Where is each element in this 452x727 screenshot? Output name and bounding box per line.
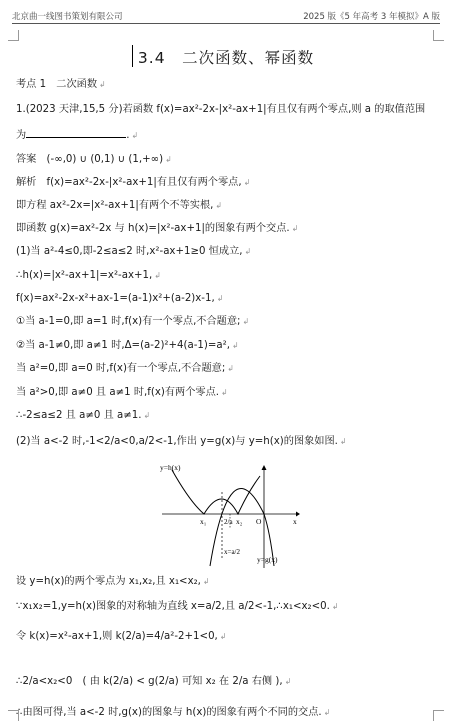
curve-h [172, 470, 260, 514]
solution-line: 即函数 g(x)=ax²-2x 与 h(x)=|x²-ax+1|的图象有两个交点. ↲ [16, 223, 299, 234]
solution-line: 即方程 ax²-2x=|x²-ax+1|有两个不等实根, ↲ [16, 200, 223, 211]
solution-line: ∴h(x)=|x²-ax+1|=x²-ax+1, ↲ [16, 270, 161, 281]
label-y-g: y=g(x) [257, 555, 278, 564]
answer-blank[interactable] [26, 127, 126, 138]
label-y-h: y=h(x) [160, 463, 181, 472]
after-line: 设 y=h(x)的两个零点为 x₁,x₂,且 x₁<x₂, ↲ [16, 576, 210, 587]
solution-line: (1)当 a²-4≤0,即-2≤a≤2 时,x²-ax+1≥0 恒成立, ↲ [16, 246, 252, 257]
after-line: ∴由图可得,当 a<-2 时,g(x)的图象与 h(x)的图象有两个不同的交点. ↲ [16, 707, 331, 718]
solution-line: ∴-2≤a≤2 且 a≠0 且 a≠1. ↲ [16, 410, 151, 421]
after-line: ∵x₁x₂=1,y=h(x)图象的对称轴为直线 x=a/2,且 a/2<-1,∴x₁<x₂<0. ↲ [16, 601, 339, 612]
solution-line: f(x)=ax²-2x-x²+ax-1=(a-1)x²+(a-2)x-1, ↲ [16, 293, 224, 304]
solution-line: 当 a²>0,即 a≠0 且 a≠1 时,f(x)有两个零点. ↲ [16, 387, 228, 398]
problem-line-1: 1.(2023 天津,15,5 分)若函数 f(x)=ax²-2x-|x²-ax+1|有且仅有两个零点,则 a 的取值范围 [16, 104, 426, 115]
label-x2: x₂ [236, 517, 243, 526]
crop-mark-top-right [433, 30, 444, 41]
label-x1: x₁ [200, 517, 207, 526]
label-symmetry: x=a/2 [224, 548, 240, 556]
section-heading: 考点 1 二次函数 ↲ [16, 79, 106, 90]
x-axis-arrow [296, 512, 300, 517]
solution-line: 解析 f(x)=ax²-2x-|x²-ax+1|有且仅有两个零点, ↲ [16, 177, 251, 188]
after-line: 令 k(x)=x²-ax+1,则 k(2/a)=4/a²-2+1<0, ↲ [16, 631, 227, 642]
function-graph [160, 462, 300, 570]
solution-line: ①当 a-1=0,即 a=1 时,f(x)有一个零点,不合题意; ↲ [16, 316, 250, 327]
crop-mark-top-left [8, 30, 19, 41]
label-2-over-a: 2/a [224, 518, 233, 526]
problem-line-2: 为 . ↲ [16, 127, 138, 143]
label-x-axis: x [293, 517, 297, 526]
label-origin: O [256, 517, 262, 526]
solution-line: (2)当 a<-2 时,-1<2/a<0,a/2<-1,作出 y=g(x)与 y=h(x)的图象如图. ↲ [16, 436, 347, 447]
answer-line: 答案 (-∞,0) ∪ (0,1) ∪ (1,+∞) ↲ [16, 154, 172, 165]
y-axis-arrow [262, 465, 267, 470]
page-title: 3.4 二次函数、幂函数 [137, 49, 315, 67]
solution-line: 当 a²=0,即 a=0 时,f(x)有一个零点,不合题意; ↲ [16, 363, 234, 374]
solution-line: ②当 a-1≠0,即 a≠1 时,Δ=(a-2)²+4(a-1)=a², ↲ [16, 340, 239, 351]
after-line: ∴2/a<x₂<0 ( 由 k(2/a) < g(2/a) 可知 x₂ 在 2/a 右侧 ), ↲ [16, 676, 292, 687]
header-publisher: 北京曲一线图书策划有限公司 [12, 12, 123, 22]
crop-mark-bottom-right [433, 710, 444, 721]
header-edition: 2025 版《5 年高考 3 年模拟》A 版 [303, 12, 440, 22]
header-rule [12, 23, 440, 24]
